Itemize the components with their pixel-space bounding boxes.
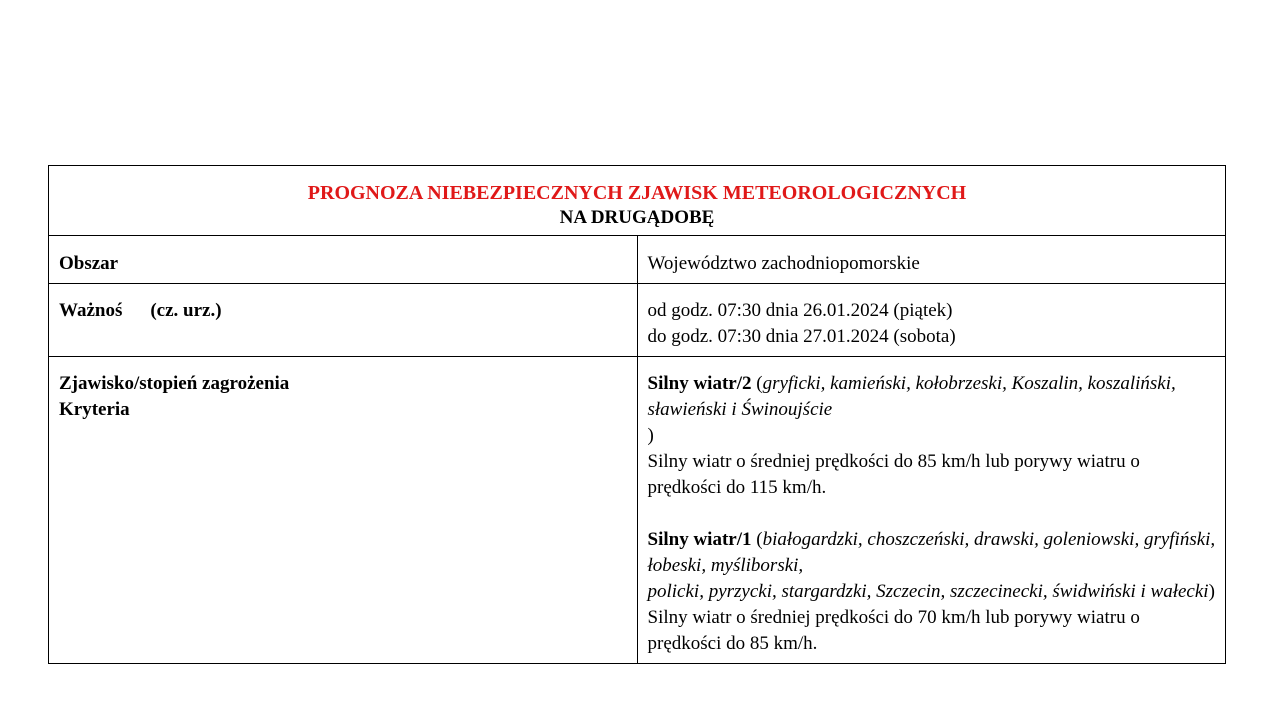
warning-1-name: Silny wiatr/2 [647, 373, 752, 394]
warning-2-regions-line2: policki, pyrzycki, stargardzki, Szczecin, szczecinecki, świdwiński i wałecki [647, 581, 1209, 602]
validity-from: od godz. 07:30 dnia 26.01.2024 (piątek) [647, 300, 953, 321]
validity-value-cell [637, 284, 1226, 357]
validity-label-cell [49, 284, 638, 357]
validity-row [49, 284, 1226, 357]
validity-label-suffix: (cz. urz.) [150, 300, 222, 321]
phenomenon-label: Zjawisko/stopień zagrożenia [59, 373, 290, 394]
phenomenon-row [49, 357, 1226, 664]
warning-1-open-paren: ( [751, 373, 763, 394]
warning-1-criteria: Silny wiatr o średniej prędkości do 85 km/h lub porywy wiatru o prędkości do 115 km/h. [647, 451, 1140, 498]
warning-2-criteria: Silny wiatr o średniej prędkości do 70 km/h lub porywy wiatru o prędkości do 85 km/h. [647, 607, 1140, 654]
warning-1-header [648, 371, 1217, 423]
warning-2-header [648, 527, 1217, 579]
warning-1-regions: gryficki, kamieński, kołobrzeski, Koszalin, koszaliński, sławieński i Świnoujście [647, 373, 1176, 420]
validity-to: do godz. 07:30 dnia 27.01.2024 (sobota) [647, 326, 956, 347]
warning-spacer [648, 501, 1217, 527]
criteria-label: Kryteria [59, 399, 130, 420]
validity-label: Ważnoś [59, 300, 123, 321]
area-value: Województwo zachodniopomorskie [637, 236, 1226, 284]
warning-2-regions-line1: białogardzki, choszczeński, drawski, goleniowski, gryfiński, łobeski, myśliborski, [647, 529, 1216, 576]
warning-2-name: Silny wiatr/1 [647, 529, 752, 550]
warning-2-open-paren: ( [751, 529, 763, 550]
document-subtitle: NA DRUGĄDOBĘ [559, 207, 715, 228]
area-row [49, 236, 1226, 284]
phenomenon-value-cell [637, 357, 1226, 664]
warning-2-close-paren: ) [1208, 581, 1215, 602]
area-label: Obszar [49, 236, 638, 284]
title-row [49, 166, 1226, 236]
warning-table [48, 165, 1226, 664]
title-cell [49, 166, 1226, 236]
warning-1-close-paren: ) [647, 425, 654, 446]
phenomenon-label-cell [49, 357, 638, 664]
document-title: PROGNOZA NIEBEZPIECZNYCH ZJAWISK METEOROLOGICZNYCH [307, 182, 967, 204]
warning-2-regions-line2-wrap [648, 579, 1217, 605]
